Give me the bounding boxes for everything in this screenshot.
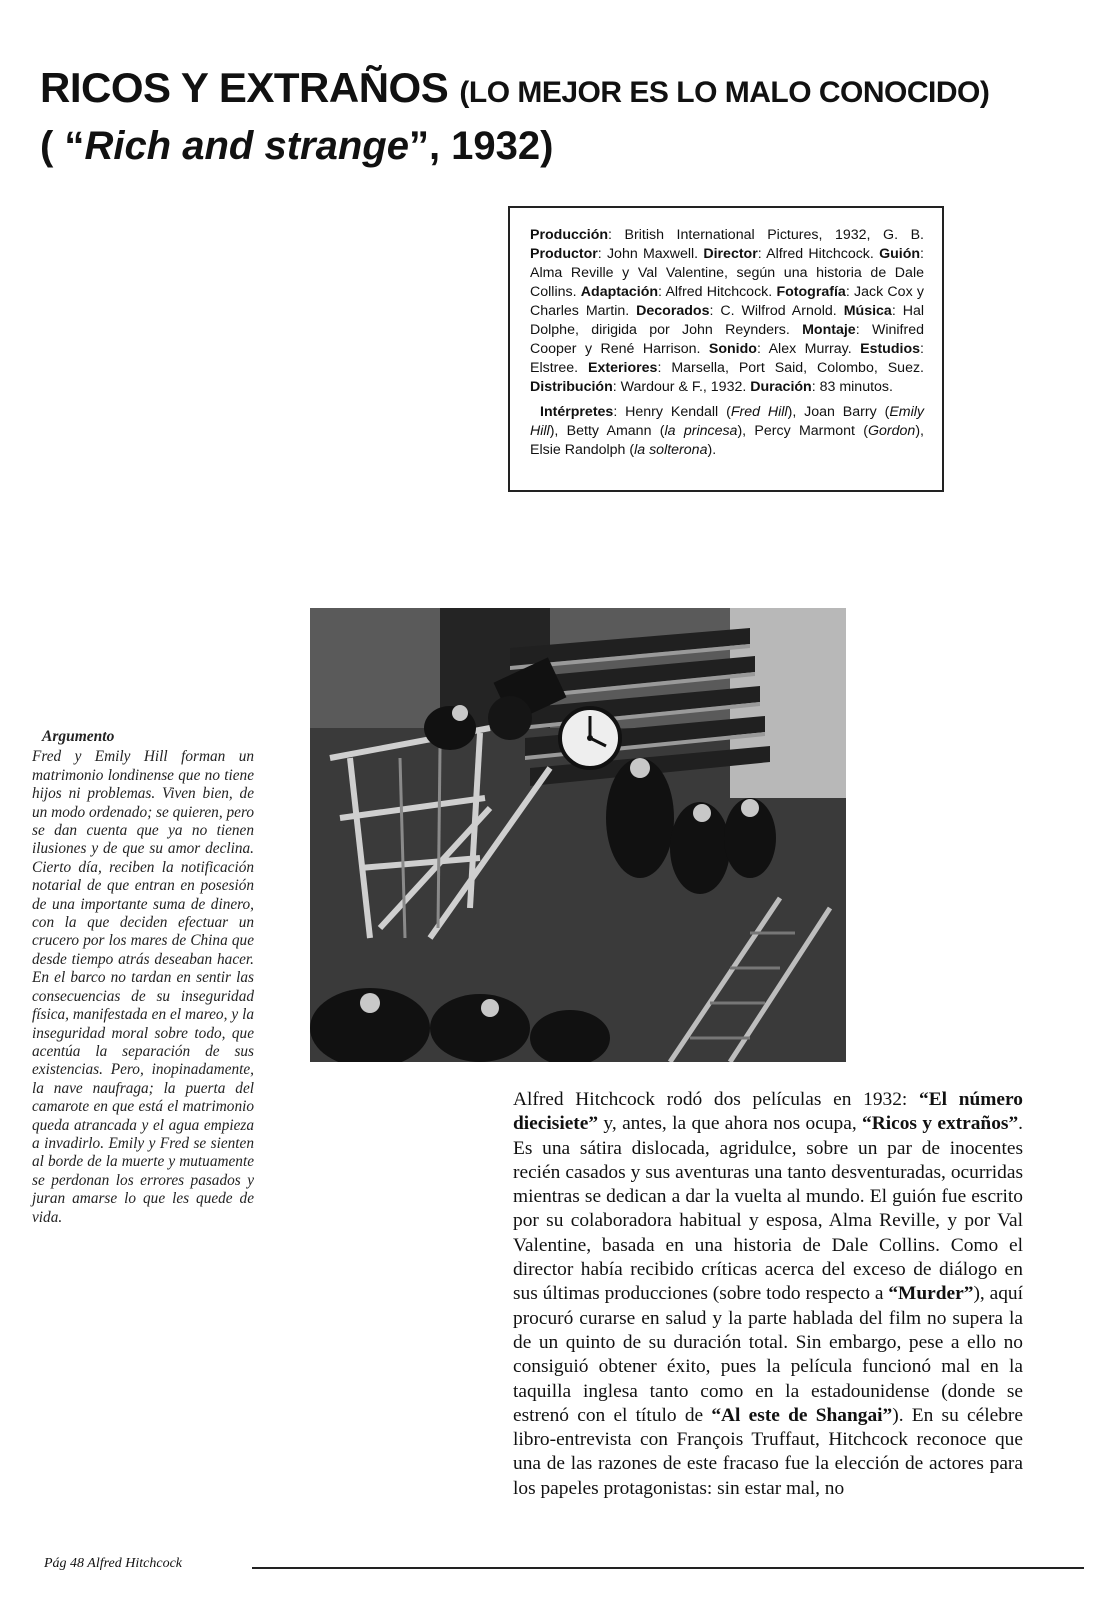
- credit-photography: : Jack Cox y Charles Martin.: [530, 284, 925, 319]
- film-title-bold-2: “Ricos y extraños”: [862, 1113, 1019, 1135]
- page-subtitle: [40, 119, 1060, 173]
- footer-page-label: Pág 48 Alfred Hitchcock: [44, 1556, 183, 1571]
- credit-label-sets: Decorados: [636, 303, 710, 319]
- body-text-3: . Es una sátira dislocada, agridulce, sobre un par de inocentes recién casados y sus aventuras una tanto desventuradas, ocurridas mientras se dedican a dar la vuelta al mundo. El guión fue escrito por su colaboradora habitual y esposa, Alma Reville, y por Val Valentine, basada en una historia de Dale Collins. Como el director había recibido críticas acerca del exceso de diálogo en sus últimas producciones (sobre todo respecto a: [513, 1113, 1024, 1305]
- credit-label-producer: Productor: [530, 246, 598, 262]
- body-text-5: ). En su célebre libro-entrevista con François Truffaut, Hitchcock reconoce que una de las razones de este fracaso fue la elección de actores para los papeles protagonistas: sin estar mal, no: [513, 1404, 1023, 1499]
- article-body: [513, 1088, 1023, 1501]
- credit-label-production: Producción: [530, 227, 609, 243]
- cast-text-2: ), Joan Barry (: [787, 404, 890, 420]
- body-text-4: ), aquí procuró curarse en salud y la parte hablada del film no supera la de un quinto de su duración total. Sin embargo, pese a ello no consiguió obtener éxito, pues la película funcionó mal en la taquilla inglesa tanto como en la estadounidense (donde se estrenó con el título de: [513, 1283, 1023, 1426]
- title-alternate: (LO MEJOR ES LO MALO CONOCIDO): [459, 76, 990, 109]
- cast-text-6: ).: [707, 442, 717, 458]
- credit-producer: : John Maxwell.: [597, 246, 704, 262]
- film-title-bold-3: “Murder”: [888, 1283, 974, 1305]
- credit-label-duration: Duración: [750, 379, 812, 395]
- credit-label-studios: Estudios: [860, 341, 921, 357]
- credit-label-music: Música: [843, 303, 892, 319]
- subtitle-close: ”, 1932): [408, 124, 554, 168]
- clock-icon: [560, 708, 620, 768]
- original-title: Rich and strange: [84, 124, 409, 168]
- credit-director: : Alfred Hitchcock.: [757, 246, 880, 262]
- credit-duration: : 83 minutos.: [811, 379, 893, 395]
- footer-rule: [252, 1567, 1084, 1569]
- page-header: [40, 62, 1060, 173]
- credit-label-director: Director: [703, 246, 758, 262]
- credit-label-exteriors: Exteriores: [588, 360, 658, 376]
- cast-role-2: Emily Hill: [530, 404, 924, 439]
- synopsis-heading: Argumento: [42, 728, 115, 745]
- cast-text-3: ), Betty Amann (: [549, 423, 665, 439]
- body-text-2: y, antes, la que ahora nos ocupa,: [598, 1113, 863, 1135]
- credit-adaptation: : Alfred Hitchcock.: [658, 284, 777, 300]
- credit-label-editing: Montaje: [802, 322, 856, 338]
- page-title: [40, 62, 1060, 119]
- film-title-bold-1: “El número diecisiete”: [513, 1089, 1023, 1135]
- credit-label-sound: Sonido: [708, 341, 757, 357]
- credit-label-adaptation: Adaptación: [580, 284, 659, 300]
- technical-credits: [530, 226, 924, 397]
- body-text-1: Alfred Hitchcock rodó dos películas en 1932:: [513, 1089, 919, 1110]
- synopsis-sidebar: [32, 728, 254, 1227]
- credit-music: : Hal Dolphe, dirigida por John Reynders.: [530, 303, 924, 338]
- cast-text-4: ), Percy Marmont (: [737, 423, 868, 439]
- credit-distribution: : Wardour & F., 1932.: [612, 379, 751, 395]
- title-main: RICOS Y EXTRAÑOS: [40, 64, 449, 111]
- cast-text-1: : Henry Kendall (: [613, 404, 731, 420]
- subtitle-open: ( “: [40, 124, 85, 168]
- credits-box: [508, 206, 944, 492]
- cast-role-1: Fred Hill: [730, 404, 788, 420]
- film-still-illustration: [310, 608, 846, 1062]
- cast-role-3: la princesa: [664, 423, 738, 439]
- credit-studios: : Elstree.: [530, 341, 924, 376]
- cast-role-4: Gordon: [867, 423, 916, 439]
- credit-sets: : C. Wilfrod Arnold.: [709, 303, 844, 319]
- credit-editing: : Winifred Cooper y René Harrison.: [530, 322, 924, 357]
- synopsis-text: Fred y Emily Hill forman un matrimonio londinense que no tiene hijos ni problemas. Viven bien, de un modo ordenado; se quieren, pero se dan cuenta que ya no tienen ilusiones y de que su amor declina. Cierto día, reciben la notificación notarial de que entran en posesión de una importante suma de dinero, con la que deciden efectuar un crucero por los mares de China que desde tiempo atrás deseaban hacer. En el barco no tardan en sentir las consecuencias de su inseguridad física, manifestada en el mareo, y la inseguridad moral sobre todo, que acentúa la separación de sus existencias. Pero, inopinadamente, la nave naufraga; la puerta del camarote en que está el matrimonio queda atrancada y el agua empieza a invadirlo. Emily y Fred se sienten al borde de la muerte y mutuamente se perdonan los errores pasados y juran amarse lo que les quede de vida.: [32, 748, 254, 1226]
- credit-script: : Alma Reville y Val Valentine, según una historia de Dale Collins.: [530, 246, 924, 300]
- cast-role-5: la solterona: [634, 442, 708, 458]
- credit-label-distribution: Distribución: [530, 379, 613, 395]
- credit-sound: : Alex Murray.: [756, 341, 861, 357]
- credit-label-cast: Intérpretes: [540, 404, 614, 420]
- article-paragraph: [513, 1088, 1023, 1501]
- page-footer: [44, 1556, 1084, 1578]
- credit-production: : British International Pictures, 1932, G. B.: [608, 227, 924, 243]
- cast-text-5: ), Elsie Randolph (: [530, 423, 924, 458]
- credit-label-photography: Fotografía: [776, 284, 846, 300]
- cast-credits: [530, 403, 924, 460]
- film-still-photo: [310, 608, 846, 1062]
- credit-exteriors: : Marsella, Port Said, Colombo, Suez.: [657, 360, 925, 376]
- film-title-bold-4: “Al este de Shangai”: [711, 1404, 893, 1426]
- credit-label-script: Guión: [879, 246, 921, 262]
